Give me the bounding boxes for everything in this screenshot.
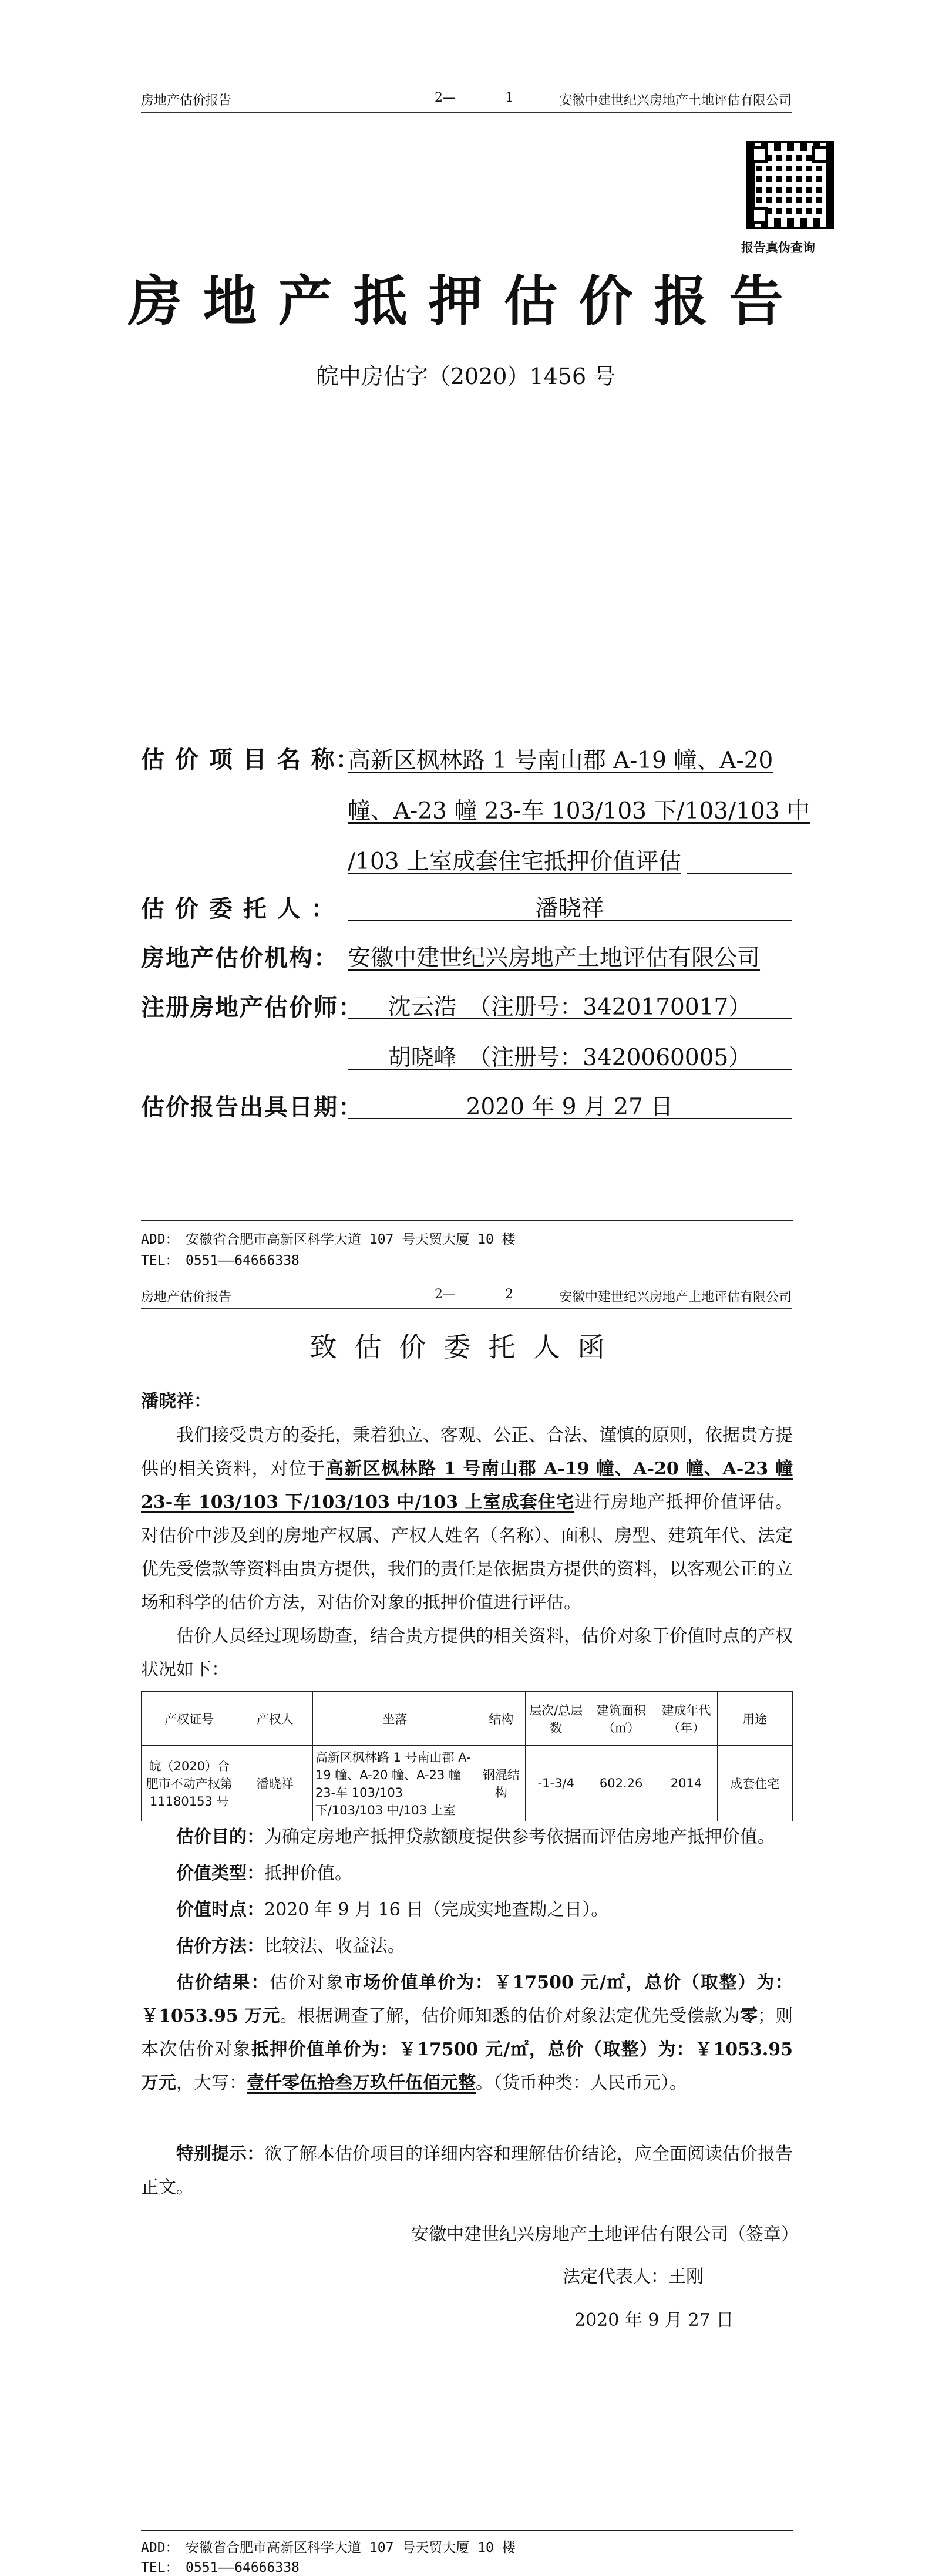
project-line-2: 幢、A-23 幢 23-车 103/103 下/103/103 中 (348, 798, 810, 824)
footer-tel: TEL： 0551——64666338 (141, 1253, 300, 1268)
project-label: 估 价 项 目 名 称： (141, 746, 361, 773)
valuation-result: 估价结果：估价对象市场价值单价为：￥17500 元/㎡，总价（取整）为：￥1053.95 万元。根据调查了解，估价师知悉的估价对象法定优先受偿款为零；则本次估价对象抵押价值单价为：￥17500 元/㎡，总价（取整）为：￥1053.95 万元，大写：壹仟零伍拾叁万玖仟伍佰元整。（货币种类：人民币元）。 (141, 1972, 793, 2093)
signature-representative: 法定代表人：王刚 (563, 2267, 704, 2287)
page-header (141, 1285, 792, 1309)
report-title: 房地产抵押估价报告 (127, 270, 805, 333)
agency-value: 安徽中建世纪兴房地产土地评估有限公司 (348, 945, 761, 971)
table-cell: -1-3/4 (525, 1746, 587, 1821)
date-value: 2020 年 9 月 27 日 (466, 1094, 674, 1120)
table-cell: 成套住宅 (717, 1746, 792, 1821)
client-label: 估 价 委 托 人 ： (141, 895, 336, 922)
footer-address: ADD： 安徽省合肥市高新区科学大道 107 号天贸大厦 10 楼 (141, 2540, 516, 2555)
table-header: 用途 (717, 1692, 792, 1746)
special-note: 特别提示：欲了解本估价项目的详细内容和理解估价结论，应全面阅读估价报告正文。 (141, 2144, 793, 2198)
value-time: 价值时点：2020 年 9 月 16 日（完成实地查勘之日）。 (176, 1900, 609, 1920)
client-value: 潘晓祥 (535, 895, 604, 922)
doc-number: 皖中房估字（2020）1456 号 (316, 363, 616, 389)
signature-company: 安徽中建世纪兴房地产土地评估有限公司（签章） (411, 2224, 799, 2245)
purpose: 估价目的：为确定房地产抵押贷款额度提供参考依据而评估房地产抵押价值。 (176, 1827, 775, 1847)
header-left: 房地产估价报告 (141, 1290, 232, 1305)
table-header: 结构 (477, 1692, 526, 1746)
appraiser-1: 沈云浩 （注册号：3420170017） (388, 994, 752, 1021)
header-left: 房地产估价报告 (141, 93, 232, 108)
qr-code-icon[interactable] (746, 141, 834, 229)
table-header: 建成年代（年） (655, 1692, 717, 1746)
letter-page (0, 1257, 932, 2575)
signature-date: 2020 年 9 月 27 日 (574, 2310, 734, 2331)
table-header: 产权人 (237, 1692, 312, 1746)
page-header (141, 88, 792, 113)
agency-label: 房地产估价机构： (141, 944, 338, 972)
qr-caption: 报告真伪查询 (741, 241, 815, 255)
table-cell: 钢混结构 (477, 1746, 526, 1821)
table-cell: 高新区枫林路 1 号南山郡 A-19 幢、A-20 幢、A-23 幢 23-车 103/103 下/103/103 中/103 上室 (312, 1746, 477, 1821)
table-header: 层次/总层数 (525, 1692, 587, 1746)
cover-page (0, 0, 932, 1268)
value-type: 价值类型：抵押价值。 (176, 1863, 352, 1884)
property-table (141, 1691, 793, 1821)
header-page-prefix: 2— (435, 90, 456, 105)
appraiser-label: 注册房地产估价师： (141, 994, 363, 1021)
paragraph-2: 估价人员经过现场勘查，结合贵方提供的相关资料，估价对象于价值时点的产权状况如下： (141, 1626, 793, 1680)
header-right: 安徽中建世纪兴房地产土地评估有限公司 (558, 1290, 792, 1305)
table-row (142, 1746, 793, 1821)
header-page-number: 1 (505, 90, 513, 105)
table-header: 坐落 (312, 1692, 477, 1746)
salutation: 潘晓祥： (141, 1391, 211, 1412)
header-right: 安徽中建世纪兴房地产土地评估有限公司 (558, 93, 792, 108)
project-line-3: /103 上室成套住宅抵押价值评估 (348, 848, 681, 875)
table-cell: 602.26 (587, 1746, 655, 1821)
letter-title: 致估价委托人函 (309, 1331, 623, 1363)
appraiser-2: 胡晓峰 （注册号：3420060005） (388, 1045, 752, 1071)
valuation-method: 估价方法：比较法、收益法。 (176, 1936, 405, 1957)
table-cell: 2014 (655, 1746, 717, 1821)
header-page-number: 2 (505, 1287, 513, 1302)
footer-address: ADD： 安徽省合肥市高新区科学大道 107 号天贸大厦 10 楼 (141, 1232, 516, 1247)
paragraph-1: 我们接受贵方的委托，秉着独立、客观、公正、合法、谨慎的原则，依据贵方提供的相关资料，对位于高新区枫林路 1 号南山郡 A-19 幢、A-20 幢、A-23 幢 23-车 103/103 下/103/103 中/103 上室成套住宅进行房地产抵押价值评估。对估价中涉及到的房地产权属、产权人姓名（名称）、面积、房型、建筑年代、法定优先受偿款等资料由贵方提供，我们的责任是依据贵方提供的资料，以客观公正的立场和科学的估价方法，对估价对象的抵押价值进行评估。 (141, 1425, 793, 1613)
footer-tel: TEL： 0551——64666338 (141, 2560, 300, 2575)
table-header: 建筑面积（㎡） (587, 1692, 655, 1746)
table-cell: 潘晓祥 (237, 1746, 312, 1821)
project-line-1: 高新区枫林路 1 号南山郡 A-19 幢、A-20 (348, 747, 773, 774)
header-page-prefix: 2— (435, 1287, 456, 1302)
table-header: 产权证号 (142, 1692, 237, 1746)
date-label: 估价报告出具日期： (141, 1093, 363, 1121)
table-cell: 皖（2020）合肥市不动产权第11180153 号 (142, 1746, 237, 1821)
